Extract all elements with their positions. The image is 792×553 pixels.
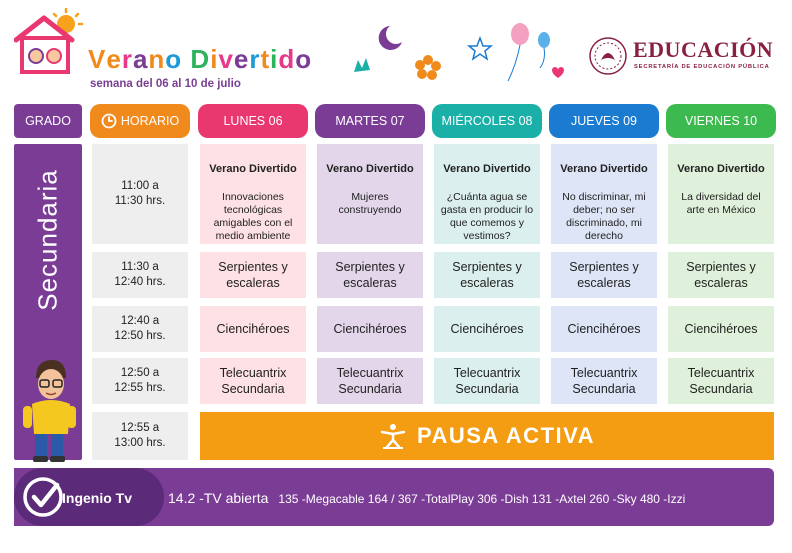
program-description: ¿Cuánta agua se gasta en producir lo que comemos y vestimos? [440,191,534,242]
exercise-icon [379,422,407,450]
program-cell [551,252,657,298]
program-name: Telecuantrix Secundaria [453,366,521,396]
program-cell [317,306,423,352]
time-cell: 12:40 a 12:50 hrs. [92,306,188,352]
program-description: Mujeres construyendo [338,191,402,216]
program-cell [551,358,657,404]
program-title: Verano Divertido [443,163,531,175]
program-cell [200,252,306,298]
header-day-3: JUEVES 09 [549,104,659,138]
time-cell: 12:55 a 13:00 hrs. [92,412,188,460]
moon-icon [379,26,402,50]
program-name: Serpientes y escaleras [218,260,288,290]
program-name: Ciencihéroes [216,322,290,336]
header-horario [90,104,190,138]
program-cell [551,144,657,244]
program-cell [434,358,540,404]
program-name: Telecuantrix Secundaria [219,366,287,396]
time-cell: 11:30 a 12:40 hrs. [92,252,188,298]
program-cell [434,144,540,244]
program-name: Ciencihéroes [450,322,524,336]
verano-house-logo [14,8,86,78]
channel-main: 14.2 -TV abierta [168,490,269,506]
sep-seal-logo [588,36,628,76]
program-name: Serpientes y escaleras [452,260,522,290]
program-cell [668,306,774,352]
program-cell [317,144,423,244]
star-icon [469,38,491,59]
program-cell [668,144,774,244]
channel-others: 135 -Megacable 164 / 367 -TotalPlay 306 -Dish 131 -Axtel 260 -Sky 480 -Izzi [278,492,686,506]
program-cell [200,144,306,244]
program-name: Telecuantrix Secundaria [570,366,638,396]
pausa-activa-label: PAUSA ACTIVA [416,423,596,448]
program-name: Telecuantrix Secundaria [687,366,755,396]
program-name: Serpientes y escaleras [569,260,639,290]
program-title: Verano Divertido [209,163,297,175]
sep-subtitle: SECRETARÍA DE EDUCACIÓN PÚBLICA [634,64,770,70]
program-cell [668,358,774,404]
program-cell [317,358,423,404]
program-cell [200,306,306,352]
program-name: Serpientes y escaleras [335,260,405,290]
header-grado: GRADO [14,104,82,138]
header-day-0: LUNES 06 [198,104,308,138]
page-title: Verano Divertido [88,44,313,74]
pausa-activa-banner [200,412,774,460]
time-cell: 12:50 a 12:55 hrs. [92,358,188,404]
program-title: Verano Divertido [677,163,765,175]
program-name: Serpientes y escaleras [686,260,756,290]
student-illustration [20,356,78,464]
program-cell [317,252,423,298]
ingenio-tv-label: Ingenio Tv [62,490,132,506]
program-cell [200,358,306,404]
program-cell [434,306,540,352]
channel-list [168,490,685,506]
balloon-icon [538,32,550,48]
program-cell [434,252,540,298]
program-cell [551,306,657,352]
level-label: Secundaria [32,169,63,311]
program-description: La diversidad del arte en México [681,191,761,216]
clock-icon [101,113,117,129]
decorations [340,8,580,88]
time-cell: 11:00 a 11:30 hrs. [92,144,188,244]
program-name: Ciencihéroes [333,322,407,336]
week-subtitle: semana del 06 al 10 de julio [90,78,241,90]
sep-title: EDUCACIÓN [633,37,774,62]
program-cell [668,252,774,298]
heart-icon [552,67,564,78]
program-name: Telecuantrix Secundaria [336,366,404,396]
header-day-4: VIERNES 10 [666,104,776,138]
flower-icon [415,55,441,80]
program-title: Verano Divertido [326,163,414,175]
program-name: Ciencihéroes [567,322,641,336]
program-description: Innovaciones tecnológicas amigables con el medio ambiente [213,191,293,242]
header-horario-label: HORARIO [120,114,180,128]
header-day-1: MARTES 07 [315,104,425,138]
program-title: Verano Divertido [560,163,648,175]
header-day-2: MIÉRCOLES 08 [432,104,542,138]
program-name: Ciencihéroes [684,322,758,336]
program-description: No discriminar, mi deber; no ser discriminado, mi derecho [562,191,646,242]
plant-icon [354,58,370,72]
balloon-icon [511,23,529,45]
